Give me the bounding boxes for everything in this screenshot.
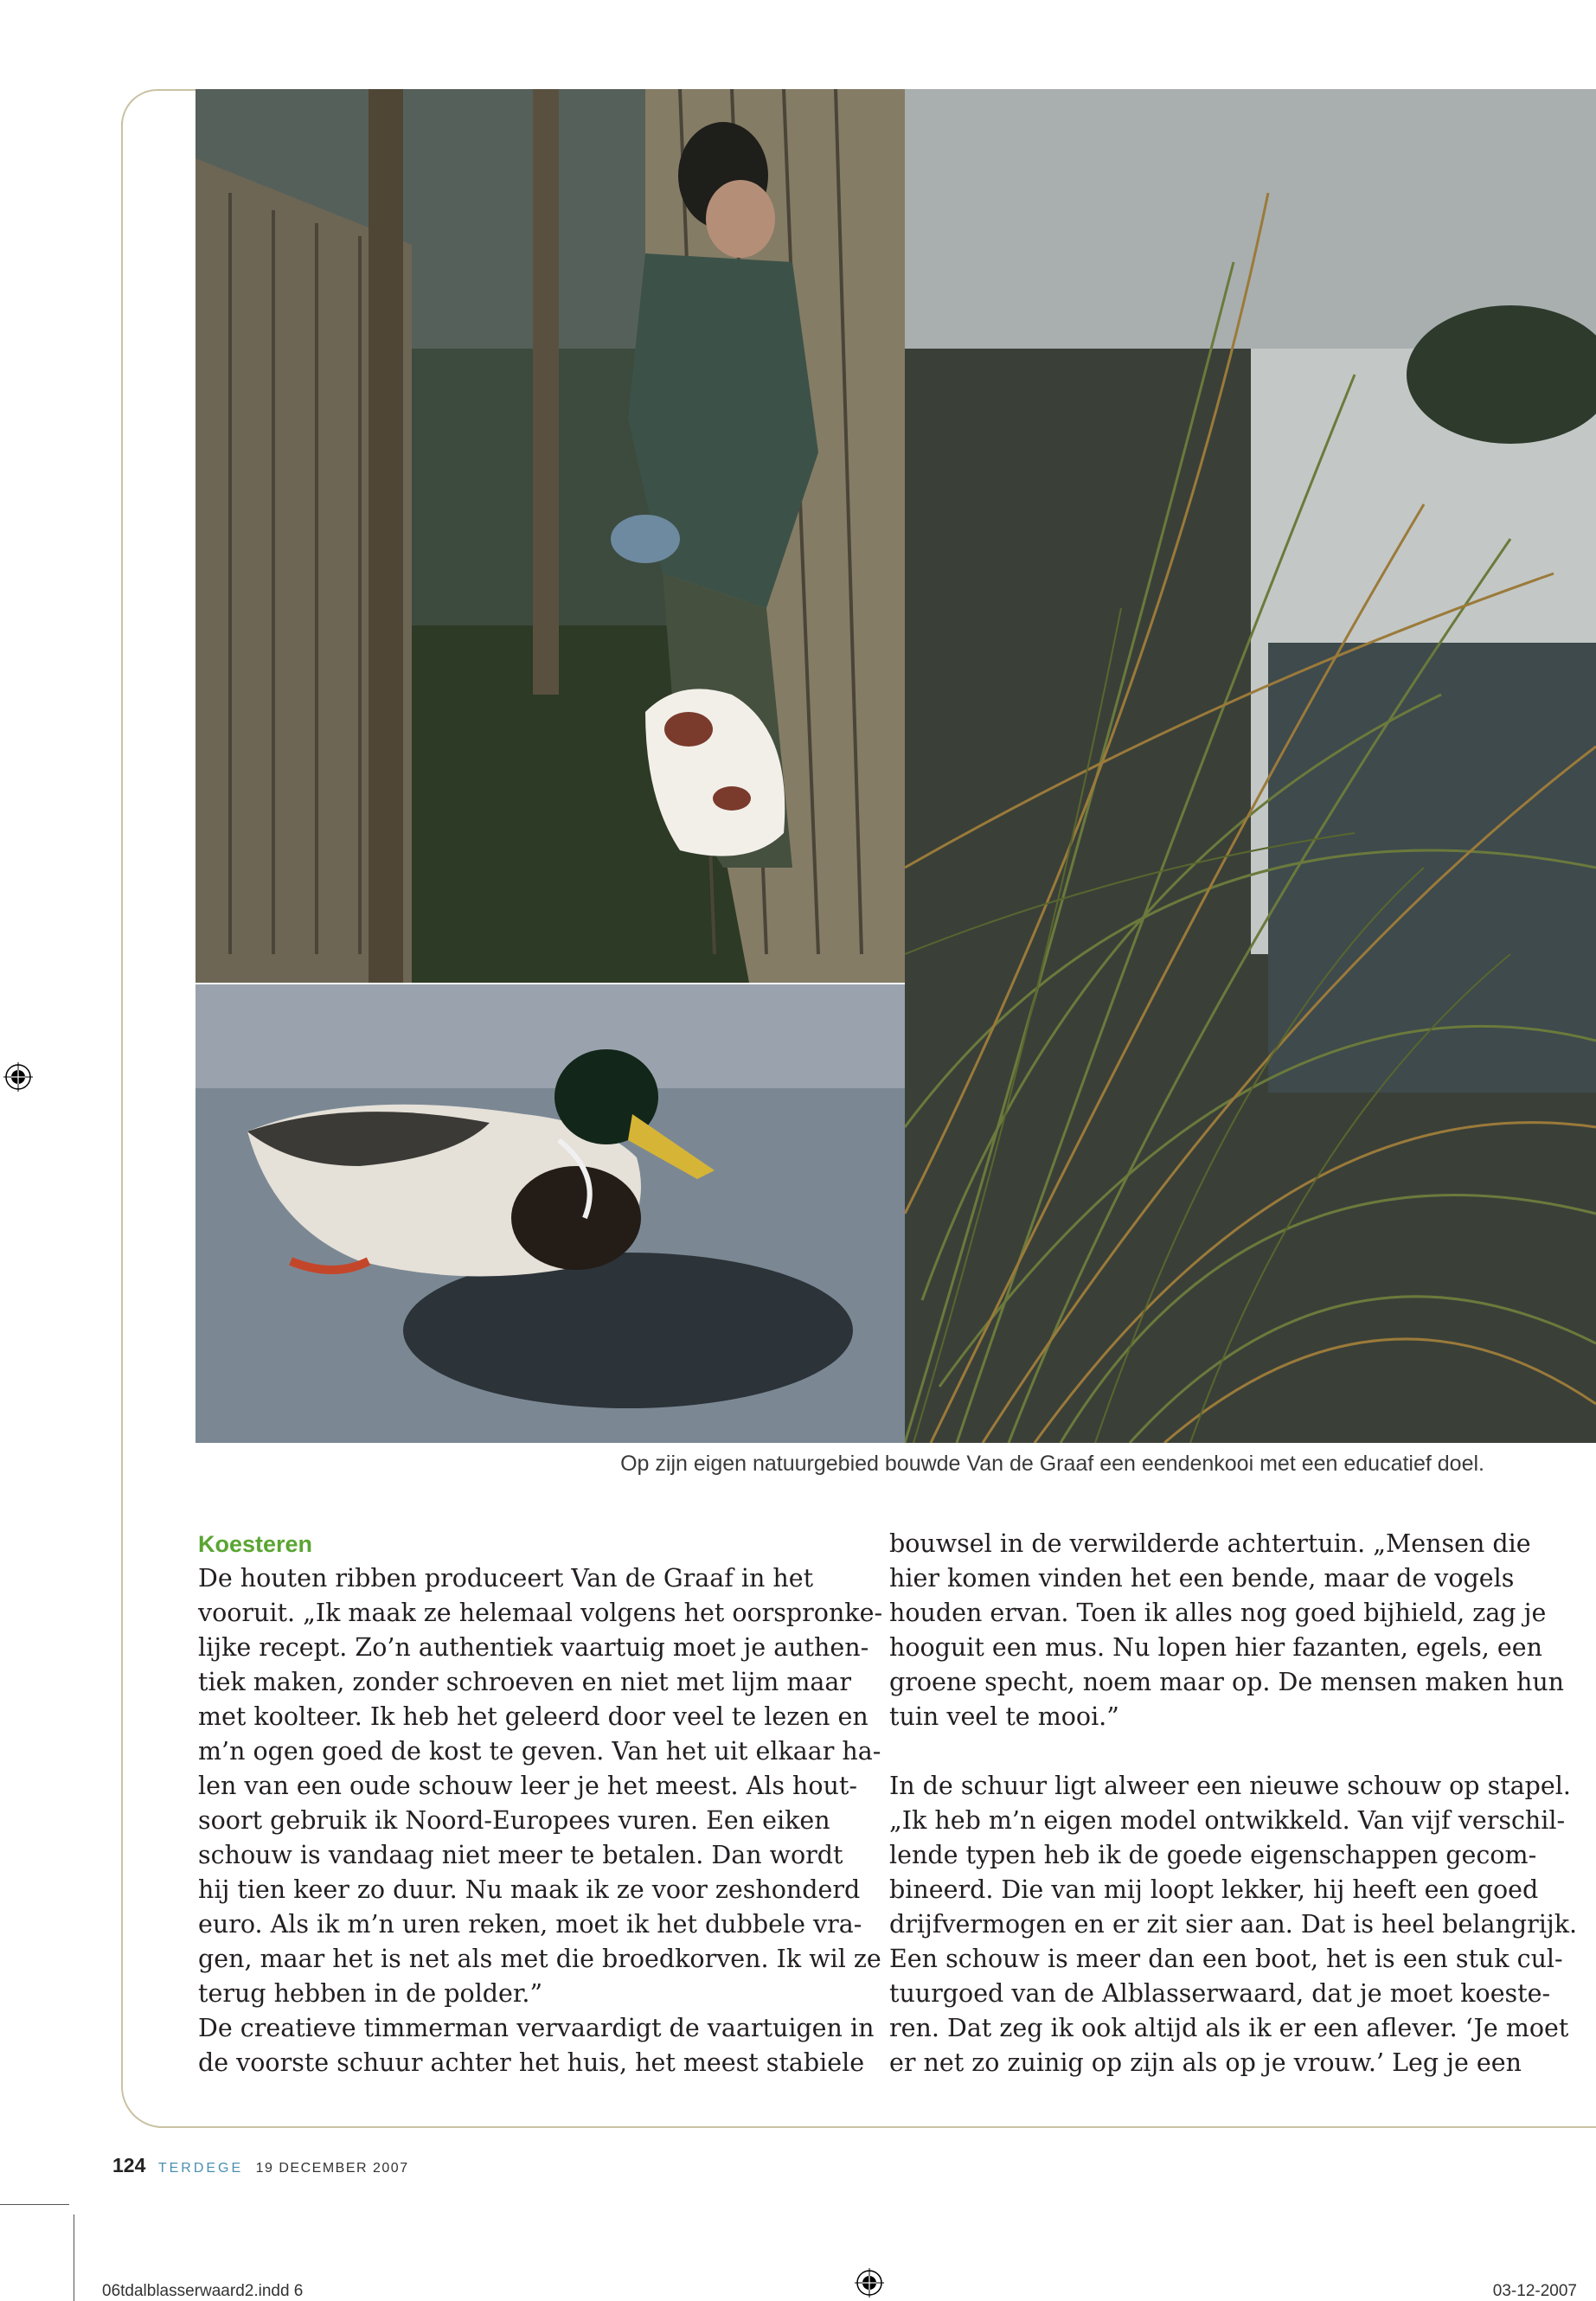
text-line: gen, maar het is net als met die broedkorven. Ik wil ze bbox=[198, 1945, 881, 1973]
article-column-right bbox=[889, 1527, 1578, 2080]
text-line: tuin veel te mooi.” bbox=[889, 1702, 1119, 1731]
text-line: Een schouw is meer dan een boot, het is een stuk cul- bbox=[889, 1945, 1563, 1973]
text-line: groene specht, noem maar op. De mensen maken hun bbox=[889, 1668, 1565, 1696]
text-line: De creatieve timmerman vervaardigt de vaartuigen in bbox=[198, 2014, 875, 2042]
text-line: houden ervan. Toen ik alles nog goed bijhield, zag je bbox=[889, 1599, 1547, 1627]
paragraph-gap bbox=[889, 1734, 1495, 1769]
text-line: m’n ogen goed de kost te geven. Van het uit elkaar ha- bbox=[198, 1737, 881, 1766]
page-number: 124 bbox=[112, 2154, 146, 2176]
text-line: De houten ribben produceert Van de Graaf in het bbox=[198, 1564, 814, 1593]
text-line: len van een oude schouw leer je het meest. Als hout- bbox=[198, 1772, 857, 1800]
text-line: terug hebben in de polder.” bbox=[198, 1979, 543, 2008]
text-line: bineerd. Die van mij loopt lekker, hij heeft een goed bbox=[889, 1875, 1539, 1904]
text-line: bouwsel in de verwilderde achtertuin. „Mensen die bbox=[889, 1529, 1531, 1558]
text-line: hooguit een mus. Nu lopen hier fazanten, egels, een bbox=[889, 1633, 1542, 1662]
text-line: tuurgoed van de Alblasserwaard, dat je moet koeste- bbox=[889, 1979, 1551, 2008]
frame-bottom-border bbox=[121, 2085, 1596, 2128]
slug-filename: 06tdalblasserwaard2.indd 6 bbox=[102, 2282, 304, 2300]
article-column-left bbox=[198, 1527, 883, 2080]
text-line: vooruit. „Ik maak ze helemaal volgens het oorspronke- bbox=[198, 1599, 883, 1627]
page-folio bbox=[112, 2154, 409, 2177]
text-line: schouw is vandaag niet meer te betalen. Dan wordt bbox=[198, 1841, 843, 1869]
registration-mark-icon bbox=[3, 1062, 33, 1092]
text-line: „Ik heb m’n eigen model ontwikkeld. Van vijf verschil- bbox=[889, 1806, 1566, 1835]
issue-date: 19 DECEMBER 2007 bbox=[255, 2161, 409, 2176]
registration-mark-icon bbox=[855, 2268, 884, 2298]
text-line: soort gebruik ik Noord-Europees vuren. Een eiken bbox=[198, 1806, 830, 1835]
text-line: de voorste schuur achter het huis, het meest stabiele bbox=[198, 2048, 865, 2077]
slug-date: 03-12-2007 bbox=[1492, 2282, 1577, 2300]
photo-reeds-by-water bbox=[905, 89, 1596, 1443]
text-line: hier komen vinden het een bende, maar de vogels bbox=[889, 1564, 1515, 1593]
text-line: ren. Dat zeg ik ook altijd als ik er een aflever. ‘Je moet bbox=[889, 2014, 1569, 2042]
photo-duck-on-water bbox=[195, 984, 905, 1443]
text-line: In de schuur ligt alweer een nieuwe schouw op stapel. bbox=[889, 1772, 1571, 1800]
section-heading: Koesteren bbox=[198, 1531, 313, 1557]
text-line: met koolteer. Ik heb het geleerd door veel te lezen en bbox=[198, 1702, 869, 1731]
frame-left-border bbox=[121, 121, 123, 2089]
text-line: tiek maken, zonder schroeven en niet met lijm maar bbox=[198, 1668, 851, 1696]
text-line: lijke recept. Zo’n authentiek vaartuig moet je authen- bbox=[198, 1633, 869, 1662]
crop-mark-horizontal bbox=[0, 2204, 69, 2205]
text-line: drijfvermogen en er zit sier aan. Dat is heel belangrijk. bbox=[889, 1910, 1578, 1939]
text-line: lende typen heb ik de goede eigenschappen gecom- bbox=[889, 1841, 1537, 1869]
text-line: er net zo zuinig op zijn als op je vrouw.’ Leg je een bbox=[889, 2048, 1522, 2077]
text-line: hij tien keer zo duur. Nu maak ik ze voor zeshonderd bbox=[198, 1875, 861, 1904]
photo-caption: Op zijn eigen natuurgebied bouwde Van de Graaf een eendenkooi met een educatief doel. bbox=[620, 1452, 1484, 1476]
magazine-name: TERDEGE bbox=[157, 2161, 244, 2176]
photo-man-at-fence bbox=[195, 89, 905, 983]
text-line: euro. Als ik m’n uren reken, moet ik het dubbele vra- bbox=[198, 1910, 862, 1939]
